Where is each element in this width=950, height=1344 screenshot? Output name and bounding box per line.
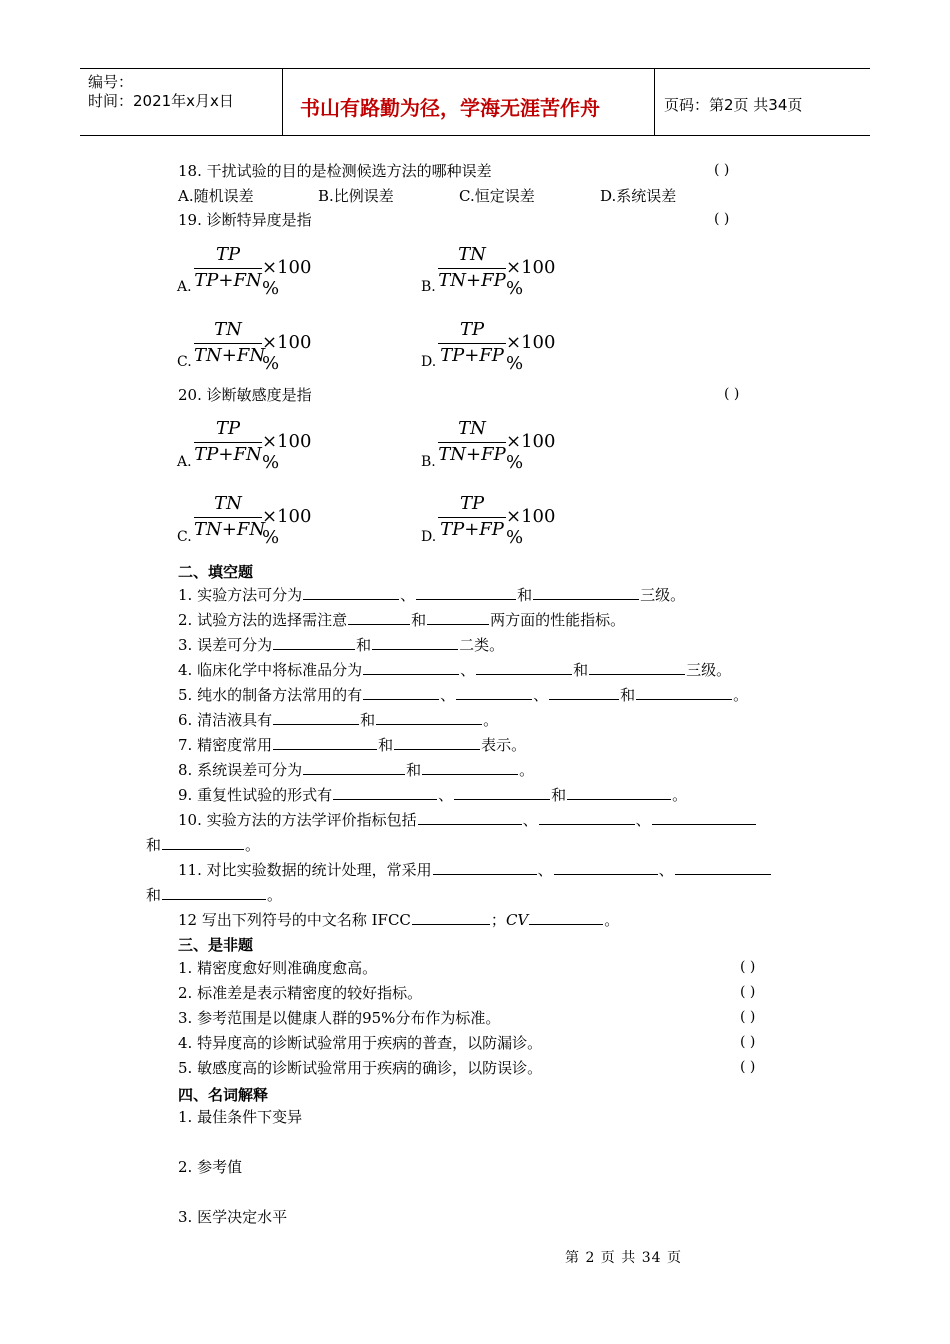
multiplier: ×100 % (262, 431, 312, 473)
header-divider (282, 68, 283, 135)
blank[interactable] (636, 685, 732, 700)
fill-question-8: 8. 系统误差可分为 和 。 (178, 761, 535, 779)
blank[interactable] (416, 585, 516, 600)
fill-question-5: 5. 纯水的制备方法常用的有 、 、 和 。 (178, 686, 749, 704)
blank[interactable] (675, 860, 771, 875)
question-20: 20. 诊断敏感度是指 (178, 386, 312, 404)
blank[interactable] (549, 685, 619, 700)
page-footer: 第 2 页 共 34 页 (565, 1250, 682, 1266)
answer-paren[interactable]: ( ) (740, 1009, 756, 1025)
fraction-bar (194, 268, 262, 269)
blank[interactable] (539, 810, 635, 825)
denominator: TN+FN (194, 345, 266, 366)
blank[interactable] (529, 910, 603, 925)
tf-item-1: 1. 精密度愈好则准确度愈高。 (178, 959, 378, 977)
fraction-bar (194, 517, 262, 518)
multiplier: ×100 % (506, 506, 556, 548)
term-item-1: 1. 最佳条件下变异 (178, 1108, 303, 1126)
denominator: TP+FN (194, 444, 262, 465)
blank[interactable] (427, 610, 489, 625)
multiplier: ×100 % (506, 431, 556, 473)
fraction-bar (438, 517, 506, 518)
blank[interactable] (333, 785, 437, 800)
blank[interactable] (363, 660, 459, 675)
answer-paren: ( ) (724, 386, 740, 402)
blank[interactable] (589, 660, 685, 675)
option-b: B.比例误差 (318, 187, 394, 205)
denominator: TN+FN (194, 519, 266, 540)
blank[interactable] (273, 710, 359, 725)
header-divider (654, 68, 655, 135)
numerator: TP (459, 493, 485, 514)
option-c: C.恒定误差 (459, 187, 535, 205)
formula-label-d: D. (421, 529, 437, 545)
numerator: TN (214, 319, 242, 340)
blank[interactable] (372, 635, 458, 650)
fill-question-11: 11. 对比实验数据的统计处理，常采用 、 、 (178, 860, 772, 879)
tf-item-3: 3. 参考范围是以健康人群的95%分布作为标准。 (178, 1009, 501, 1027)
fraction-bar (438, 268, 506, 269)
fill-question-3: 3. 误差可分为 和 二类。 (178, 636, 505, 654)
question-19: 19. 诊断特异度是指 (178, 211, 312, 229)
fill-question-1: 1. 实验方法可分为 、 和 三级。 (178, 586, 686, 604)
blank[interactable] (652, 810, 756, 825)
multiplier: ×100 % (506, 332, 556, 374)
multiplier: ×100 % (262, 506, 312, 548)
blank[interactable] (456, 685, 532, 700)
fill-question-4: 4. 临床化学中将标准品分为 、 和 三级。 (178, 661, 732, 679)
blank[interactable] (273, 735, 377, 750)
blank[interactable] (422, 760, 518, 775)
formula-label-b: B. (421, 454, 436, 470)
fill-question-7: 7. 精密度常用 和 表示。 (178, 736, 527, 754)
fill-question-2: 2. 试验方法的选择需注意 和 两方面的性能指标。 (178, 611, 626, 629)
answer-paren[interactable]: ( ) (740, 959, 756, 975)
multiplier: ×100 % (506, 257, 556, 299)
denominator: TP+FP (440, 519, 504, 540)
formula-label-a: A. (177, 454, 192, 470)
doc-number-label: 编号： (88, 73, 134, 91)
numerator: TP (215, 244, 241, 265)
blank[interactable] (433, 860, 537, 875)
blank[interactable] (476, 660, 572, 675)
numerator: TN (458, 244, 486, 265)
fraction-bar (438, 442, 506, 443)
tf-item-5: 5. 敏感度高的诊断试验常用于疾病的确诊，以防误诊。 (178, 1059, 543, 1077)
blank[interactable] (303, 585, 399, 600)
term-item-3: 3. 医学决定水平 (178, 1208, 288, 1226)
fill-question-10-cont: 和 。 (146, 836, 261, 854)
blank[interactable] (418, 810, 522, 825)
numerator: TP (215, 418, 241, 439)
fill-question-9: 9. 重复性试验的形式有 、 和 。 (178, 786, 688, 804)
section-title-terms: 四、名词解释 (178, 1086, 269, 1104)
question-18: 18. 干扰试验的目的是检测候选方法的哪种误差 (178, 162, 492, 180)
blank[interactable] (363, 685, 439, 700)
multiplier: ×100 % (262, 332, 312, 374)
answer-paren: ( ) (714, 162, 730, 178)
denominator: TN+FP (438, 444, 506, 465)
blank[interactable] (533, 585, 639, 600)
header-motto: 书山有路勤为径，学海无涯苦作舟 (300, 96, 600, 120)
blank[interactable] (454, 785, 550, 800)
fraction-bar (438, 343, 506, 344)
option-d: D.系统误差 (600, 187, 677, 205)
page-info: 页码：第2页 共34页 (664, 96, 803, 114)
numerator: TN (458, 418, 486, 439)
formula-label-a: A. (177, 279, 192, 295)
formula-label-c: C. (177, 354, 192, 370)
denominator: TP+FP (440, 345, 504, 366)
blank[interactable] (348, 610, 410, 625)
fill-question-11-cont: 和 。 (146, 886, 283, 904)
blank[interactable] (303, 760, 405, 775)
denominator: TN+FP (438, 270, 506, 291)
numerator: TP (459, 319, 485, 340)
fraction-bar (194, 442, 262, 443)
blank[interactable] (376, 710, 482, 725)
fill-question-10: 10. 实验方法的方法学评价指标包括 、 、 (178, 810, 757, 829)
term-item-2: 2. 参考值 (178, 1158, 243, 1176)
blank[interactable] (412, 910, 490, 925)
denominator: TP+FN (194, 270, 262, 291)
blank[interactable] (394, 735, 480, 750)
blank[interactable] (273, 635, 355, 650)
doc-time-label: 时间：2021年x月x日 (88, 92, 234, 110)
fraction-bar (194, 343, 262, 344)
formula-label-c: C. (177, 529, 192, 545)
numerator: TN (214, 493, 242, 514)
answer-paren[interactable]: ( ) (740, 984, 756, 1000)
fill-question-6: 6. 清洁液具有 和 。 (178, 711, 499, 729)
option-a: A.随机误差 (178, 187, 254, 205)
fill-question-12: 12 写出下列符号的中文名称 IFCC ；CV 。 (178, 911, 620, 929)
section-title-fill: 二、填空题 (178, 563, 254, 581)
tf-item-2: 2. 标准差是表示精密度的较好指标。 (178, 984, 423, 1002)
blank[interactable] (567, 785, 671, 800)
formula-label-b: B. (421, 279, 436, 295)
blank[interactable] (554, 860, 658, 875)
blank[interactable] (162, 885, 266, 900)
section-title-true-false: 三、是非题 (178, 936, 254, 954)
tf-item-4: 4. 特异度高的诊断试验常用于疾病的普查，以防漏诊。 (178, 1034, 543, 1052)
blank[interactable] (162, 835, 244, 850)
formula-label-d: D. (421, 354, 437, 370)
answer-paren[interactable]: ( ) (740, 1034, 756, 1050)
multiplier: ×100 % (262, 257, 312, 299)
answer-paren[interactable]: ( ) (740, 1059, 756, 1075)
answer-paren: ( ) (714, 211, 730, 227)
